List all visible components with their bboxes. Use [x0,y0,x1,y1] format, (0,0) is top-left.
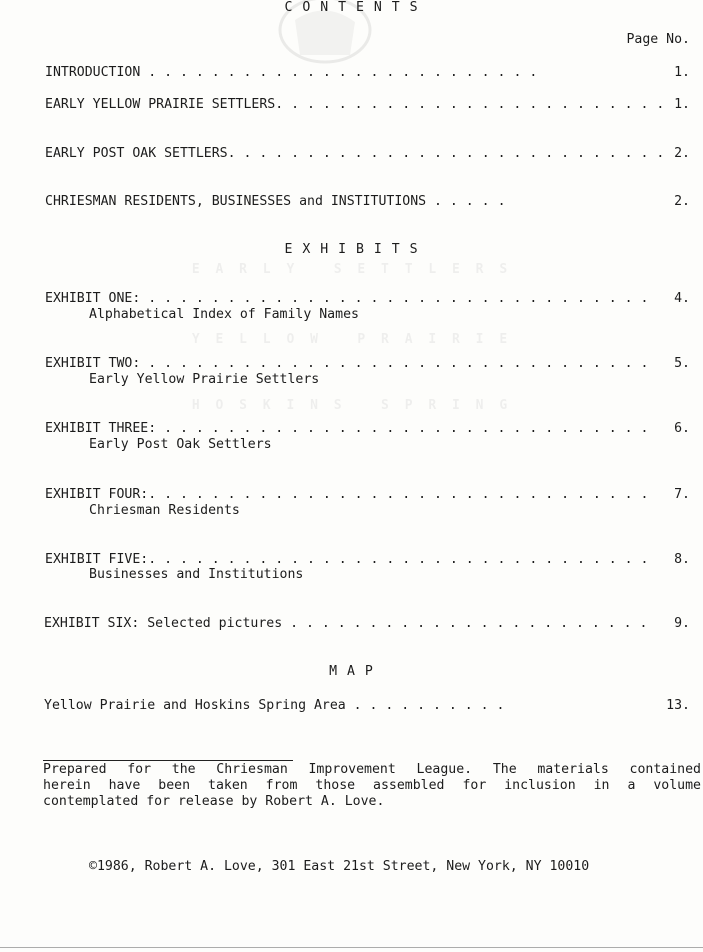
toc-label: INTRODUCTION [45,65,141,80]
exhibit-label: EXHIBIT FOUR: [45,487,149,502]
footnote-line: Prepared for the Chriesman Improvement League. The materials contained [43,762,701,777]
exhibit-entry [45,421,648,437]
toc-entry [45,65,537,81]
footnote-line: herein have been taken from those assembled for inclusion in a volume [43,778,701,793]
map-label: Yellow Prairie and Hoskins Spring Area [44,698,346,713]
exhibit-label: EXHIBIT TWO: [45,356,141,371]
page-edge [0,947,703,948]
bleed-through-text: Y E L L O W P R A I R I E [191,332,512,347]
exhibit-subtitle: Early Post Oak Settlers [89,437,272,452]
leader-dots: . . . . . . . . . . . . . . . . . . . . . . . . . . . . [227,146,665,161]
leader-dots: . . . . . . . . . . . . . . . . . . . . . . . . . . . . . . . [156,421,649,436]
exhibit-page-number: 7. [674,487,690,502]
leader-dots: . . . . . . . . . . . . . . . . . . . . . . . . . [275,97,665,112]
map-page-number: 13. [666,698,690,713]
toc-entry [45,146,664,162]
exhibit-entry [45,291,648,307]
leader-dots: . . . . . . . . . . . . . . . . . . . . . . . . . . . . . . . . [148,487,649,502]
toc-page-number: 2. [674,194,690,209]
footnote-rule [43,760,293,761]
exhibit-entry [45,356,648,372]
map-heading: M A P [329,664,374,679]
leader-dots: . . . . . . . . . . . . . . . . . . . . . . . . . . . . . . . . [148,552,649,567]
copyright-line: ©1986, Robert A. Love, 301 East 21st Street, New York, NY 10010 [89,859,590,874]
toc-label: EARLY YELLOW PRAIRIE SETTLERS [45,97,276,112]
toc-label: CHRIESMAN RESIDENTS, BUSINESSES and INSTITUTIONS [45,194,427,209]
exhibit-page-number: 5. [674,356,690,371]
exhibit-label: EXHIBIT SIX: Selected pictures [44,616,283,631]
exhibit-label: EXHIBIT THREE: [45,421,157,436]
leader-dots: . . . . . . . . . . . . . . . . . . . . . . . . . . . . . . . . [140,291,649,306]
exhibit-page-number: 6. [674,421,690,436]
exhibit-page-number: 9. [674,616,690,631]
toc-page-number: 1. [674,97,690,112]
toc-page-number: 1. [674,65,690,80]
exhibit-label: EXHIBIT FIVE: [45,552,149,567]
page-title: C O N T E N T S [284,0,419,15]
exhibit-subtitle: Alphabetical Index of Family Names [89,307,359,322]
page-no-header: Page No. [626,32,690,47]
exhibit-entry [45,552,648,568]
toc-page-number: 2. [674,146,690,161]
leader-dots: . . . . . . . . . . . . . . . . . . . . . . . . . . . . . . . . [140,356,649,371]
toc-entry [45,194,506,210]
exhibit-subtitle: Businesses and Institutions [89,567,304,582]
leader-dots: . . . . . . . . . . . . . . . . . . . . . . . [282,616,648,631]
exhibit-label: EXHIBIT ONE: [45,291,141,306]
exhibit-entry [45,487,648,503]
bleed-through-text: E A R L Y S E T T L E R S [191,262,512,277]
leader-dots: . . . . . [426,194,506,209]
leader-dots: . . . . . . . . . . [345,698,505,713]
exhibit-page-number: 8. [674,552,690,567]
toc-entry [45,97,664,113]
map-entry [44,698,505,714]
leader-dots: . . . . . . . . . . . . . . . . . . . . . . . . . [140,65,538,80]
exhibit-subtitle: Chriesman Residents [89,503,240,518]
exhibit-page-number: 4. [674,291,690,306]
footnote-line: contemplated for release by Robert A. Love. [43,794,385,809]
exhibit-subtitle: Early Yellow Prairie Settlers [89,372,320,387]
exhibits-heading: E X H I B I T S [284,242,419,257]
exhibit-entry [44,616,647,632]
bleed-through-text: H O S K I N S S P R I N G [191,398,512,413]
toc-label: EARLY POST OAK SETTLERS [45,146,228,161]
